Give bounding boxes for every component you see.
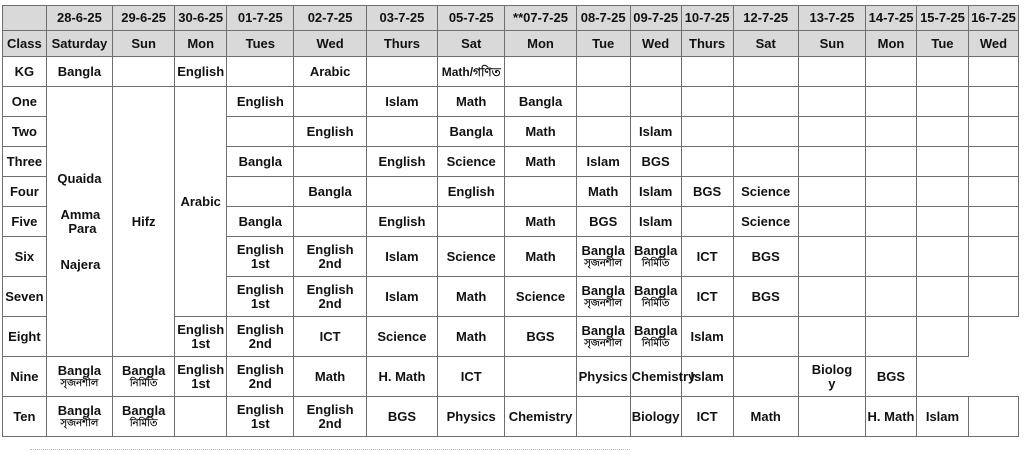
subject-cell: Math bbox=[505, 207, 576, 237]
subject-cell bbox=[576, 117, 630, 147]
subject-cell bbox=[866, 117, 917, 147]
subject-cell bbox=[866, 207, 917, 237]
subject-cell bbox=[630, 57, 681, 87]
table-row bbox=[3, 357, 1019, 397]
subject-cell bbox=[505, 357, 576, 397]
subject-cell bbox=[916, 87, 968, 117]
subject-cell: Islam bbox=[916, 397, 968, 437]
day-cell: Wed bbox=[968, 31, 1018, 57]
subject-cell bbox=[798, 277, 865, 317]
subject-cell bbox=[968, 177, 1018, 207]
subject-cell: Science bbox=[733, 177, 798, 207]
subject-cell bbox=[733, 57, 798, 87]
corner-cell bbox=[3, 6, 47, 31]
date-cell: 10-7-25 bbox=[681, 6, 733, 31]
date-cell: 09-7-25 bbox=[630, 6, 681, 31]
subject-cell: Science bbox=[505, 277, 576, 317]
class-label: Three bbox=[3, 147, 47, 177]
subject-cell: Chemistry bbox=[505, 397, 576, 437]
subject-cell: H. Math bbox=[366, 357, 437, 397]
subject-cell bbox=[733, 357, 798, 397]
subject-cell: Bangla নির্মিতি bbox=[630, 317, 681, 357]
subject-cell: BGS bbox=[733, 237, 798, 277]
subject-cell: Biolog y bbox=[798, 357, 865, 397]
date-cell: 02-7-25 bbox=[294, 6, 366, 31]
subject-cell bbox=[733, 317, 798, 357]
day-cell: Wed bbox=[630, 31, 681, 57]
subject-cell bbox=[916, 277, 968, 317]
subject-cell: Islam bbox=[630, 177, 681, 207]
subject-cell bbox=[968, 207, 1018, 237]
subject-cell: Math bbox=[294, 357, 366, 397]
subject-cell bbox=[798, 177, 865, 207]
subject-cell: Bangla সৃজনশীল bbox=[46, 357, 112, 397]
day-cell: Sat bbox=[438, 31, 505, 57]
arabic-cell: Arabic bbox=[175, 87, 227, 317]
class-label: One bbox=[3, 87, 47, 117]
subject-cell bbox=[916, 147, 968, 177]
day-cell: Mon bbox=[175, 31, 227, 57]
table-row bbox=[3, 87, 1019, 117]
subject-cell bbox=[866, 277, 917, 317]
subject-cell: Bangla bbox=[227, 207, 294, 237]
subject-cell: English bbox=[438, 177, 505, 207]
subject-cell: Islam bbox=[576, 147, 630, 177]
subject-cell: Bangla bbox=[46, 57, 112, 87]
subject-cell: Islam bbox=[630, 117, 681, 147]
date-cell: 05-7-25 bbox=[438, 6, 505, 31]
quaida-label: Quaida bbox=[57, 170, 102, 186]
day-cell: Mon bbox=[505, 31, 576, 57]
subject-cell: BGS bbox=[576, 207, 630, 237]
exam-schedule-table bbox=[2, 5, 1019, 437]
subject-cell: Bangla সৃজনশীল bbox=[46, 397, 112, 437]
date-cell: 13-7-25 bbox=[798, 6, 865, 31]
class-label: KG bbox=[3, 57, 47, 87]
subject-cell bbox=[630, 87, 681, 117]
subject-cell: Bangla নির্মিতি bbox=[113, 397, 175, 437]
subject-cell: Physics bbox=[576, 357, 630, 397]
subject-cell: English 2nd bbox=[294, 397, 366, 437]
subject-cell: English 2nd bbox=[227, 357, 294, 397]
subject-cell: Arabic bbox=[294, 57, 366, 87]
subject-cell bbox=[968, 87, 1018, 117]
subject-cell: Islam bbox=[630, 207, 681, 237]
subject-cell bbox=[866, 317, 917, 357]
date-cell: 08-7-25 bbox=[576, 6, 630, 31]
date-cell: 14-7-25 bbox=[866, 6, 917, 31]
subject-cell: English bbox=[366, 147, 437, 177]
subject-cell bbox=[866, 57, 917, 87]
najera-label: Najera bbox=[60, 256, 101, 272]
date-cell: 01-7-25 bbox=[227, 6, 294, 31]
subject-cell bbox=[798, 57, 865, 87]
subject-cell: ICT bbox=[438, 357, 505, 397]
day-cell: Sat bbox=[733, 31, 798, 57]
subject-cell: Bangla bbox=[227, 147, 294, 177]
subject-cell bbox=[916, 317, 968, 357]
subject-cell bbox=[576, 57, 630, 87]
subject-cell bbox=[798, 237, 865, 277]
subject-cell: English 1st bbox=[175, 357, 227, 397]
table-row bbox=[3, 57, 1019, 87]
class-label: Five bbox=[3, 207, 47, 237]
subject-cell: Math bbox=[733, 397, 798, 437]
subject-cell: Math bbox=[438, 277, 505, 317]
subject-cell bbox=[294, 207, 366, 237]
subject-cell bbox=[366, 57, 437, 87]
subject-cell: Islam bbox=[366, 87, 437, 117]
subject-cell bbox=[681, 57, 733, 87]
subject-cell: Physics bbox=[438, 397, 505, 437]
subject-cell bbox=[798, 87, 865, 117]
subject-cell: BGS bbox=[630, 147, 681, 177]
subject-cell bbox=[798, 317, 865, 357]
subject-cell: Bangla bbox=[438, 117, 505, 147]
subject-cell: English 1st bbox=[227, 397, 294, 437]
subject-cell: English 2nd bbox=[294, 237, 366, 277]
subject-cell bbox=[366, 117, 437, 147]
subject-cell: Bangla নির্মিতি bbox=[630, 237, 681, 277]
class-label: Four bbox=[3, 177, 47, 207]
subject-cell bbox=[227, 57, 294, 87]
subject-cell: BGS bbox=[866, 357, 917, 397]
subject-cell bbox=[968, 57, 1018, 87]
subject-cell bbox=[505, 57, 576, 87]
subject-cell bbox=[916, 177, 968, 207]
subject-cell: Bangla নির্মিতি bbox=[630, 277, 681, 317]
subject-cell: Islam bbox=[681, 317, 733, 357]
subject-cell: English 1st bbox=[227, 277, 294, 317]
subject-cell bbox=[294, 147, 366, 177]
subject-cell: ICT bbox=[681, 237, 733, 277]
subject-cell bbox=[576, 87, 630, 117]
subject-cell: Islam bbox=[366, 277, 437, 317]
subject-cell bbox=[866, 177, 917, 207]
subject-cell: Math bbox=[505, 147, 576, 177]
subject-cell: ICT bbox=[681, 277, 733, 317]
amma-label: Amma bbox=[60, 206, 101, 222]
subject-cell: English 2nd bbox=[227, 317, 294, 357]
class-label: Nine bbox=[3, 357, 47, 397]
subject-cell bbox=[681, 117, 733, 147]
subject-cell bbox=[968, 147, 1018, 177]
subject-cell: Math bbox=[438, 87, 505, 117]
subject-cell bbox=[733, 87, 798, 117]
subject-cell bbox=[866, 147, 917, 177]
subject-cell: Science bbox=[733, 207, 798, 237]
subject-cell bbox=[866, 87, 917, 117]
subject-cell: Chemistry bbox=[630, 357, 681, 397]
subject-cell: Bangla bbox=[294, 177, 366, 207]
para-label: Para bbox=[68, 220, 97, 236]
subject-cell bbox=[798, 147, 865, 177]
subject-cell: English bbox=[227, 87, 294, 117]
day-cell: Tue bbox=[916, 31, 968, 57]
date-cell: 28-6-25 bbox=[46, 6, 112, 31]
class-label: Six bbox=[3, 237, 47, 277]
subject-cell bbox=[227, 177, 294, 207]
cut-off-footnote-line bbox=[30, 449, 630, 456]
subject-cell bbox=[866, 237, 917, 277]
subject-cell bbox=[366, 177, 437, 207]
subject-cell: BGS bbox=[505, 317, 576, 357]
day-cell: Mon bbox=[866, 31, 917, 57]
subject-cell bbox=[916, 237, 968, 277]
subject-cell: English 1st bbox=[227, 237, 294, 277]
subject-cell bbox=[681, 87, 733, 117]
class-label: Two bbox=[3, 117, 47, 147]
subject-cell bbox=[681, 147, 733, 177]
date-cell: 12-7-25 bbox=[733, 6, 798, 31]
subject-cell: Math/গণিত bbox=[438, 57, 505, 87]
subject-cell: Bangla সৃজনশীল bbox=[576, 237, 630, 277]
subject-cell: English bbox=[294, 117, 366, 147]
subject-cell: Islam bbox=[366, 237, 437, 277]
subject-cell: Math bbox=[576, 177, 630, 207]
day-cell: Thurs bbox=[681, 31, 733, 57]
subject-cell: BGS bbox=[681, 177, 733, 207]
subject-cell: Science bbox=[438, 237, 505, 277]
day-header-row bbox=[3, 31, 1019, 57]
subject-cell bbox=[733, 147, 798, 177]
subject-cell: H. Math bbox=[866, 397, 917, 437]
subject-cell: BGS bbox=[733, 277, 798, 317]
class-label: Seven bbox=[3, 277, 47, 317]
subject-cell bbox=[968, 397, 1018, 437]
class-header: Class bbox=[3, 31, 47, 57]
subject-cell: Bangla সৃজনশীল bbox=[576, 317, 630, 357]
subject-cell bbox=[294, 87, 366, 117]
subject-cell bbox=[227, 117, 294, 147]
day-cell: Sun bbox=[113, 31, 175, 57]
subject-cell bbox=[968, 237, 1018, 277]
subject-cell: English 2nd bbox=[294, 277, 366, 317]
hifz-cell: Hifz bbox=[113, 87, 175, 357]
subject-cell bbox=[175, 397, 227, 437]
subject-cell bbox=[916, 57, 968, 87]
date-cell: 30-6-25 bbox=[175, 6, 227, 31]
quaida-amma-para-najera-cell bbox=[46, 87, 112, 357]
subject-cell: Islam bbox=[681, 357, 733, 397]
day-cell: Saturday bbox=[46, 31, 112, 57]
day-cell: Thurs bbox=[366, 31, 437, 57]
subject-cell bbox=[798, 117, 865, 147]
subject-cell bbox=[505, 177, 576, 207]
date-cell: **07-7-25 bbox=[505, 6, 576, 31]
date-header-row bbox=[3, 6, 1019, 31]
subject-cell: BGS bbox=[366, 397, 437, 437]
day-cell: Tue bbox=[576, 31, 630, 57]
subject-cell: Bangla সৃজনশীল bbox=[576, 277, 630, 317]
subject-cell: Bangla নির্মিতি bbox=[113, 357, 175, 397]
day-cell: Wed bbox=[294, 31, 366, 57]
subject-cell: Science bbox=[366, 317, 437, 357]
subject-cell bbox=[438, 207, 505, 237]
subject-cell: Biology bbox=[630, 397, 681, 437]
date-cell: 16-7-25 bbox=[968, 6, 1018, 31]
subject-cell: Bangla bbox=[505, 87, 576, 117]
subject-cell bbox=[916, 117, 968, 147]
date-cell: 29-6-25 bbox=[113, 6, 175, 31]
subject-cell: Science bbox=[438, 147, 505, 177]
subject-cell bbox=[113, 57, 175, 87]
day-cell: Tues bbox=[227, 31, 294, 57]
class-label: Ten bbox=[3, 397, 47, 437]
subject-cell bbox=[916, 207, 968, 237]
subject-cell bbox=[968, 117, 1018, 147]
day-cell: Sun bbox=[798, 31, 865, 57]
subject-cell: English bbox=[175, 57, 227, 87]
subject-cell bbox=[798, 397, 865, 437]
table-row bbox=[3, 397, 1019, 437]
class-label: Eight bbox=[3, 317, 47, 357]
subject-cell: English 1st bbox=[175, 317, 227, 357]
subject-cell: Math bbox=[505, 237, 576, 277]
subject-cell bbox=[681, 207, 733, 237]
subject-cell: ICT bbox=[681, 397, 733, 437]
subject-cell bbox=[576, 397, 630, 437]
subject-cell bbox=[968, 277, 1018, 317]
date-cell: 03-7-25 bbox=[366, 6, 437, 31]
subject-cell bbox=[733, 117, 798, 147]
subject-cell: English bbox=[366, 207, 437, 237]
subject-cell bbox=[798, 207, 865, 237]
subject-cell: Math bbox=[505, 117, 576, 147]
date-cell: 15-7-25 bbox=[916, 6, 968, 31]
subject-cell: Math bbox=[438, 317, 505, 357]
subject-cell: ICT bbox=[294, 317, 366, 357]
